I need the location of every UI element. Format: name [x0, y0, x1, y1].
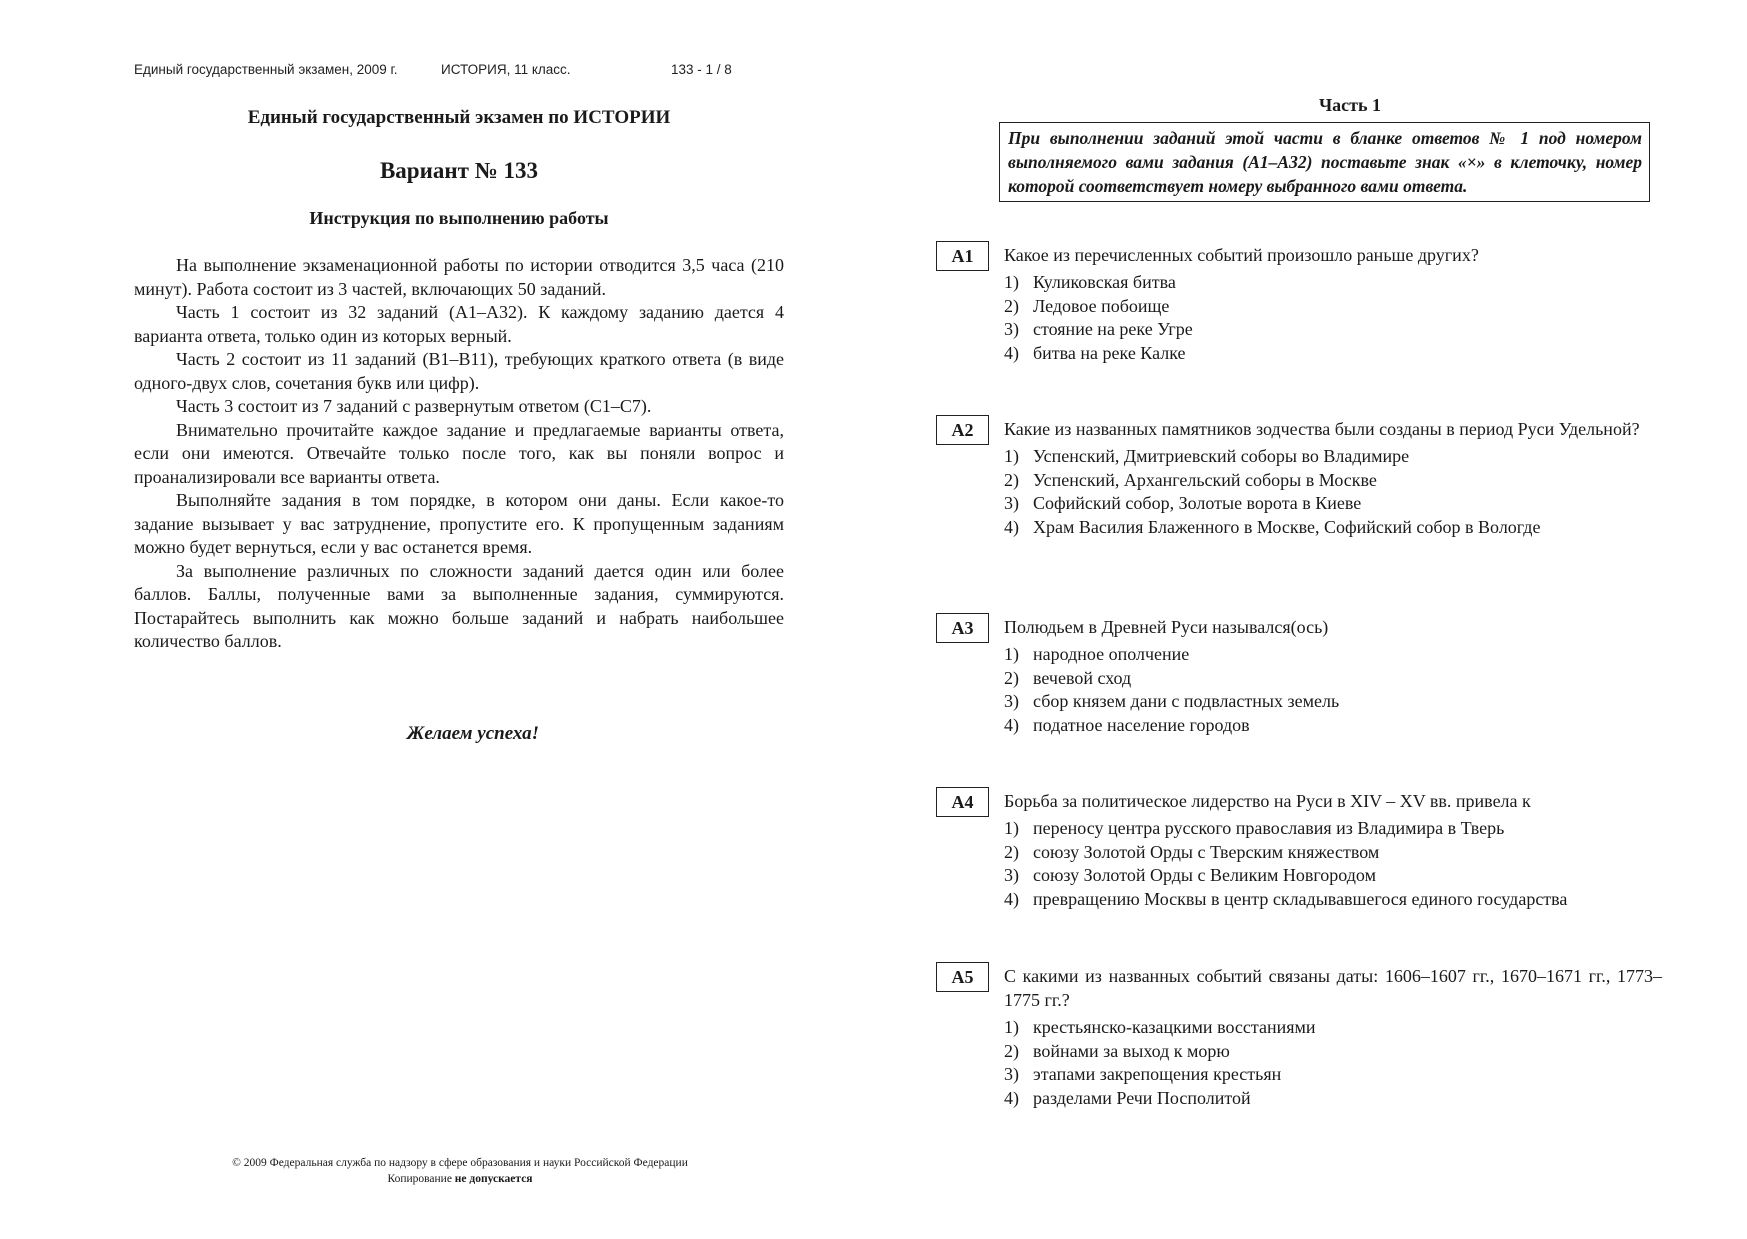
option-number: 4) — [1004, 516, 1019, 537]
answer-option — [1004, 469, 1662, 493]
instruction-paragraph: Часть 2 состоит из 11 заданий (В1–В11), требующих краткого ответа (в виде одного-двух слов, сочетания букв или цифр). — [134, 349, 784, 393]
answer-option — [1004, 888, 1662, 912]
instruction-paragraph: Выполняйте задания в том порядке, в котором они даны. Если какое-то задание вызывает у вас затруднение, пропустите его. К пропущенным заданиям можно будет вернуться, если у вас останется время. — [134, 490, 784, 557]
answer-option — [1004, 817, 1662, 841]
option-number: 3) — [1004, 691, 1019, 711]
header-page: 133 - 1 / 8 — [671, 62, 732, 77]
option-text: войнами за выход к морю — [1033, 1040, 1230, 1061]
task-question: Какое из перечисленных событий произошло раньше других? — [1004, 245, 1479, 265]
option-text: Софийский собор, Золотые ворота в Киеве — [1033, 493, 1362, 513]
option-number: 4) — [1004, 714, 1019, 735]
option-number: 3) — [1004, 319, 1019, 339]
task-a2 — [936, 415, 1662, 539]
option-number: 1) — [1004, 446, 1019, 466]
task-question: С какими из названных событий связаны даты: 1606–1607 гг., 1670–1671 гг., 1773–1775 гг.? — [1004, 966, 1662, 1010]
instruction-paragraph: Часть 1 состоит из 32 заданий (А1–А32). К каждому заданию дается 4 варианта ответа, только один из которых верный. — [134, 302, 784, 346]
task-a3 — [936, 613, 1662, 737]
option-text: битва на реке Калке — [1033, 342, 1186, 363]
instruction-paragraph: Часть 3 состоит из 7 заданий с развернутым ответом (С1–С7). — [176, 396, 652, 416]
option-number: 1) — [1004, 644, 1019, 664]
option-number: 4) — [1004, 1087, 1019, 1108]
option-text: Храм Василия Блаженного в Москве, Софийский собор в Вологде — [1033, 516, 1541, 537]
variant-title: Вариант № 133 — [379, 158, 539, 183]
answer-option — [1004, 342, 1662, 366]
answer-options — [1004, 643, 1662, 737]
answer-option — [1004, 690, 1662, 714]
task-label: А4 — [936, 787, 989, 817]
answer-option — [1004, 643, 1662, 667]
option-text: податное население городов — [1033, 714, 1250, 735]
footer-copy-notice — [160, 1171, 760, 1187]
answer-option — [1004, 1016, 1662, 1040]
answer-option — [1004, 1087, 1662, 1111]
option-number: 1) — [1004, 272, 1019, 292]
task-label: А1 — [936, 241, 989, 271]
option-text: разделами Речи Посполитой — [1033, 1087, 1251, 1108]
answer-option — [1004, 271, 1662, 295]
task-a4 — [936, 787, 1662, 911]
footer-copy-prefix: Копирование — [387, 1173, 452, 1185]
task-label: А3 — [936, 613, 989, 643]
option-text: крестьянско-казацкими восстаниями — [1033, 1017, 1316, 1037]
header-subject: ИСТОРИЯ, 11 класс. — [441, 62, 571, 77]
part-title: Часть 1 — [1318, 95, 1382, 115]
task-label: А5 — [936, 962, 989, 992]
option-text: вечевой сход — [1033, 667, 1132, 688]
part-instruction-box: При выполнении заданий этой части в бланке ответов № 1 под номером выполняемого вами задания (А1–А32) поставьте знак «×» в клеточку, номер которой соответствует номеру выбранного вами ответа. — [999, 122, 1650, 202]
option-text: переносу центра русского православия из Владимира в Тверь — [1033, 818, 1505, 838]
answer-options — [1004, 817, 1662, 911]
instruction-heading: Инструкция по выполнению работы — [309, 208, 609, 228]
answer-options — [1004, 445, 1662, 539]
option-number: 1) — [1004, 1017, 1019, 1037]
answer-option — [1004, 318, 1662, 342]
option-number: 2) — [1004, 469, 1019, 490]
task-a5 — [936, 962, 1662, 1110]
answer-option — [1004, 445, 1662, 469]
answer-option — [1004, 864, 1662, 888]
answer-option — [1004, 1063, 1662, 1087]
task-label: А2 — [936, 415, 989, 445]
task-question: Борьба за политическое лидерство на Руси в XIV – XV вв. привела к — [1004, 791, 1531, 811]
option-text: стояние на реке Угре — [1033, 319, 1193, 339]
option-text: народное ополчение — [1033, 644, 1190, 664]
task-question: Полюдьем в Древней Руси назывался(ось) — [1004, 617, 1329, 637]
option-number: 2) — [1004, 841, 1019, 862]
good-luck-text: Желаем успеха! — [406, 723, 540, 744]
footer-copyright: © 2009 Федеральная служба по надзору в сфере образования и науки Российской Федерации — [232, 1157, 688, 1169]
answer-option — [1004, 1040, 1662, 1064]
option-text: Куликовская битва — [1033, 272, 1176, 292]
option-number: 3) — [1004, 1064, 1019, 1084]
answer-options — [1004, 271, 1662, 365]
task-question: Какие из названных памятников зодчества были созданы в период Руси Удельной? — [1004, 419, 1640, 439]
answer-option — [1004, 492, 1662, 516]
instruction-paragraph: Внимательно прочитайте каждое задание и предлагаемые варианты ответа, если они имеются. Отвечайте только после того, как вы поняли вопрос и проанализировали все варианты ответа. — [134, 419, 784, 487]
option-text: превращению Москвы в центр складывавшегося единого государства — [1033, 888, 1568, 909]
answer-option — [1004, 841, 1662, 865]
answer-options — [1004, 1016, 1662, 1110]
header-exam: Единый государственный экзамен, 2009 г. — [134, 62, 398, 77]
exam-title: Единый государственный экзамен по ИСТОРИИ — [247, 107, 671, 128]
option-number: 2) — [1004, 295, 1019, 316]
option-number: 4) — [1004, 342, 1019, 363]
option-text: союзу Золотой Орды с Тверским княжеством — [1033, 841, 1380, 862]
footer-copy-bold: не допускается — [454, 1173, 533, 1185]
instruction-text — [134, 254, 784, 654]
option-number: 1) — [1004, 818, 1019, 838]
option-text: союзу Золотой Орды с Великим Новгородом — [1033, 865, 1376, 885]
answer-option — [1004, 714, 1662, 738]
option-text: Успенский, Архангельский соборы в Москве — [1033, 469, 1377, 490]
option-text: Ледовое побоище — [1033, 295, 1170, 316]
option-number: 2) — [1004, 1040, 1019, 1061]
answer-option — [1004, 516, 1662, 540]
option-number: 3) — [1004, 865, 1019, 885]
footer — [160, 1155, 760, 1187]
option-text: Успенский, Дмитриевский соборы во Владимире — [1033, 446, 1410, 466]
instruction-paragraph: На выполнение экзаменационной работы по истории отводится 3,5 часа (210 минут). Работа состоит из 3 частей, включающих 50 заданий. — [134, 255, 784, 299]
option-number: 2) — [1004, 667, 1019, 688]
option-number: 4) — [1004, 888, 1019, 909]
instruction-paragraph: За выполнение различных по сложности заданий дается один или более баллов. Баллы, полученные вами за выполненные задания, суммируются. Постарайтесь выполнить как можно больше заданий и набрать наибольшее количество баллов. — [134, 560, 784, 651]
answer-option — [1004, 667, 1662, 691]
option-number: 3) — [1004, 493, 1019, 513]
option-text: этапами закрепощения крестьян — [1033, 1064, 1282, 1084]
answer-option — [1004, 295, 1662, 319]
option-text: сбор князем дани с подвластных земель — [1033, 691, 1340, 711]
task-a1 — [936, 241, 1662, 365]
